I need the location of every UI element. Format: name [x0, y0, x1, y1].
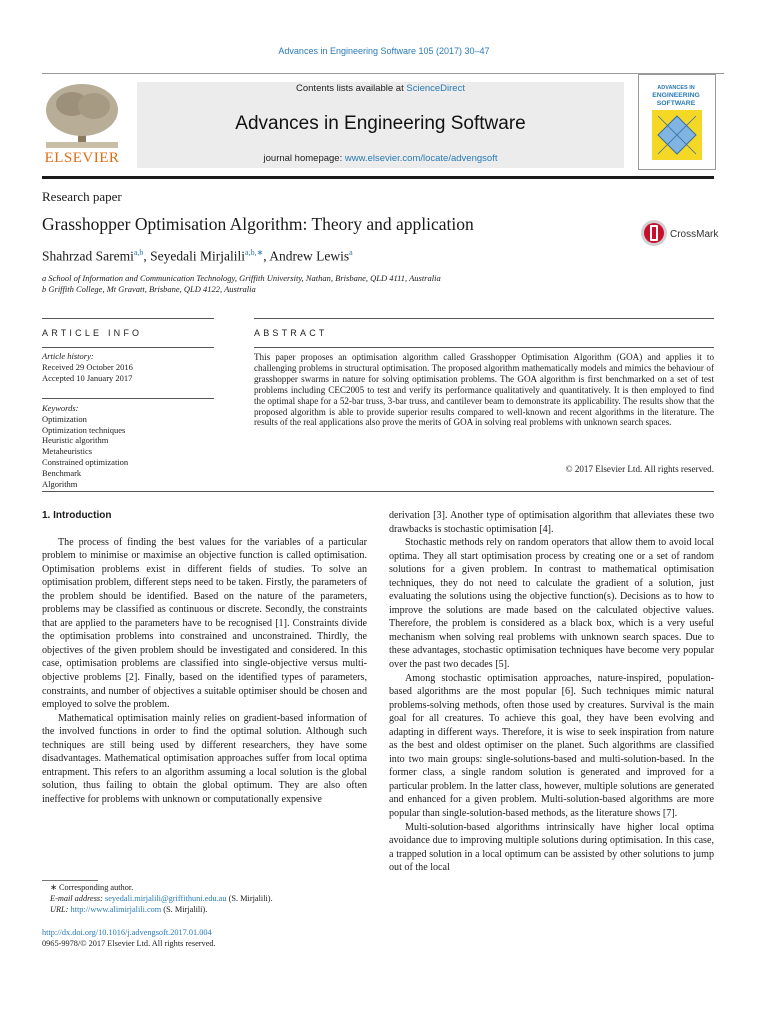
article-history — [42, 351, 214, 383]
journal-homepage: journal homepage: www.elsevier.com/locate/advengsoft — [263, 153, 498, 164]
keyword-item: Heuristic algorithm — [42, 435, 109, 446]
elsevier-tree-logo — [42, 80, 122, 150]
url-label: URL: — [50, 905, 71, 914]
email-note — [50, 893, 370, 904]
body-paragraph: Multi-solution-based algorithms intrinsically have higher local optima avoidance due to improving multiple solutions during optimisation. In this case, a trapped solution in a local optimum can be assisted by other solutions to jump out of the local — [389, 821, 714, 874]
cover-title-line3: SOFTWARE — [656, 100, 696, 107]
keyword-item: Metaheuristics — [42, 446, 93, 457]
abstract-heading: ABSTRACT — [254, 328, 328, 338]
url-suffix: (S. Mirjalili). — [161, 905, 208, 914]
cover-title-line1: ADVANCES IN — [657, 85, 695, 91]
cover-title — [640, 84, 712, 108]
body-paragraph: Mathematical optimisation mainly relies on gradient-based information of the involved functions in order to find the optimal solution. Although such techniques are still being used by different researchers, they have some disadvantages. Mathematical optimisation approaches suffer from local optima entrapment. This refers to an algorithm assuming a local solution is the global solution, thus failing to obtain the global optimum. They are also often ineffective for problems with unknown or computationally expensive — [42, 712, 367, 805]
abstract-top-rule — [254, 318, 714, 319]
header-top-rule — [42, 73, 724, 74]
doi-link[interactable]: http://dx.doi.org/10.1016/j.advengsoft.2017.01.004 — [42, 928, 212, 937]
url-note — [50, 904, 370, 915]
keyword-item: Optimization — [42, 413, 87, 424]
abstract-copyright: © 2017 Elsevier Ltd. All rights reserved. — [565, 464, 714, 474]
email-suffix: (S. Mirjalili). — [226, 894, 273, 903]
author-affil-mark[interactable]: a — [349, 248, 353, 257]
contents-line: Contents lists available at ScienceDirect — [296, 83, 465, 94]
corresponding-author-note: ∗ Corresponding author. — [50, 883, 134, 892]
keyword-item: Optimization techniques — [42, 424, 126, 435]
body-paragraph: Stochastic methods rely on random operators that allow them to avoid local optima. They all start optimisation process by creating one or a set of random solutions for a given problem. In contrast to mathematical optimisation techniques, they do not need to calculate the gradient of a solution, just evaluating the solutions using the objective function(s). Decisions as to how to improve the solutions are made based on the calculated objective values. Therefore, the problem is considered as a black box, which is a very useful mechanism when solving real problems with unknown search spaces. Due to these advantages, stochastic optimisation techniques have become very popular over the past two decades [5]. — [389, 537, 714, 671]
journal-name: Advances in Engineering Software — [235, 113, 526, 134]
author-affil-mark[interactable]: a,b — [133, 248, 144, 257]
article-title: Grasshopper Optimisation Algorithm: Theory and application — [42, 214, 474, 234]
cover-graphic — [652, 110, 702, 160]
body-paragraph: derivation [3]. Another type of optimisation algorithm that alleviates these two drawbacks is stochastic optimisation [4]. — [389, 510, 714, 535]
article-info-heading: ARTICLE INFO — [42, 328, 143, 338]
paper-type: Research paper — [42, 189, 122, 204]
abstract-rule — [254, 347, 714, 348]
history-label: Article history: — [42, 351, 94, 361]
keywords-rule — [42, 398, 214, 399]
author-name: Shahrzad Saremi — [42, 248, 134, 264]
url-link[interactable]: http://www.alimirjalili.com — [70, 905, 162, 914]
author-name: Andrew Lewis — [269, 248, 350, 264]
affiliation-b: b Griffith College, Mt Gravatt, Brisbane, QLD 4122, Australia — [42, 284, 256, 294]
footnote-rule — [42, 880, 98, 881]
author-affil-mark[interactable]: a,b,∗ — [245, 248, 264, 257]
accepted-date: Accepted 10 January 2017 — [42, 372, 133, 383]
crossmark-icon[interactable] — [640, 219, 668, 247]
keyword-item: Constrained optimization — [42, 456, 129, 467]
cover-title-line2: ENGINEERING — [652, 92, 700, 99]
article-info-rule — [42, 347, 214, 348]
footnotes — [50, 882, 370, 915]
sciencedirect-link[interactable]: ScienceDirect — [406, 83, 465, 94]
abstract-bottom-rule — [42, 491, 714, 492]
abstract-text: This paper proposes an optimisation algorithm called Grasshopper Optimisation Algorithm (GOA) and applies it to challenging problems in structural optimisation. The proposed algorithm mathematically models and mimics the behaviour of grasshopper swarms in nature for solving optimisation problems. The GOA algorithm is first benchmarked on a set of test problems including CEC2005 to test and verify its performance qualitatively and quantitatively. It is then employed to find the optimal shape for a 52-bar truss, 3-bar truss, and cantilever beam to demonstrate its applicability. The results show that the proposed algorithm is able to provide superior results compared to well-known and recent algorithms in the literature. The results of the real applications also prove the merits of GOA in solving real problems with unknown search spaces. — [254, 352, 714, 428]
keyword-item: Algorithm — [42, 478, 78, 489]
header-bottom-rule — [42, 176, 714, 179]
homepage-link[interactable]: www.elsevier.com/locate/advengsoft — [344, 153, 498, 164]
body-right-column — [389, 509, 714, 875]
keywords-label: Keywords: — [42, 403, 79, 413]
body-paragraph: Among stochastic optimisation approaches, nature-inspired, population-based algorithms are the most popular [6]. Such techniques mimic natural problems-solving methods, often those used by creatures. Survival is the main goal for all creatures. To achieve this goal, they have been evolving and adapting in different ways. Therefore, it is wise to seek inspiration from nature as the best and oldest optimiser on the planet. Such algorithms are classified into two main groups: single-solutions-based and multi-solution-based. In the former class, a single random solution is generated and improved for a particular problem. In the latter class, however, multiple solutions are generated and enhanced for a given problem. Multi-solution-based algorithms are more popular than single-solution-based methods, as the literature shows [7]. — [389, 672, 714, 820]
article-info-top-rule — [42, 318, 214, 319]
keyword-item: Benchmark — [42, 467, 82, 478]
author-name: Seyedali Mirjalili — [150, 248, 246, 264]
journal-reference[interactable]: Advances in Engineering Software 105 (2017) 30–47 — [278, 46, 490, 56]
body-paragraph: The process of finding the best values for the variables of a particular problem to minimise or maximise an objective function is called optimisation. Optimisation problems exist in different fields of studies. To solve an optimisation problem, different steps need to be taken. Firstly, the parameters of the problem should be identified. Based on the nature of the parameters, problems may be classified as continuous or discrete. Secondly, the constraints that are applied to the parameters have to be recognised [1]. Constraints divide the optimisation problems into constrained and unconstrained. Thirdly, the objectives of the given problem should be investigated and considered. In this case, optimisation problems are classified into single-objective versus multi-objective problems [2]. Finally, based on the identified types of parameters, constraints, and number of objectives a suitable optimiser should be chosen and employed to solve the problem. — [42, 536, 367, 711]
email-label: E-mail address: — [50, 894, 105, 903]
crossmark-label[interactable]: CrossMark — [670, 229, 719, 240]
body-left-column — [42, 509, 367, 806]
email-link[interactable]: seyedali.mirjalili@griffithuni.edu.au — [105, 894, 227, 903]
section-heading-introduction: 1. Introduction — [42, 510, 112, 521]
author-list: Shahrzad Saremi$^{a,b}$, Seyedali Mirjalili$^{a,b,∗}$, Andrew Lewis$^a$ — [42, 248, 353, 264]
issn-line: 0965-9978/© 2017 Elsevier Ltd. All rights reserved. — [42, 939, 216, 948]
doi-block — [42, 927, 372, 949]
affiliation-a: a School of Information and Communication Technology, Griffith University, Nathan, Brisbane, QLD 4111, Australia — [42, 273, 441, 283]
received-date: Received 29 October 2016 — [42, 361, 133, 372]
keywords-block — [42, 403, 214, 489]
elsevier-wordmark: ELSEVIER — [44, 150, 120, 166]
